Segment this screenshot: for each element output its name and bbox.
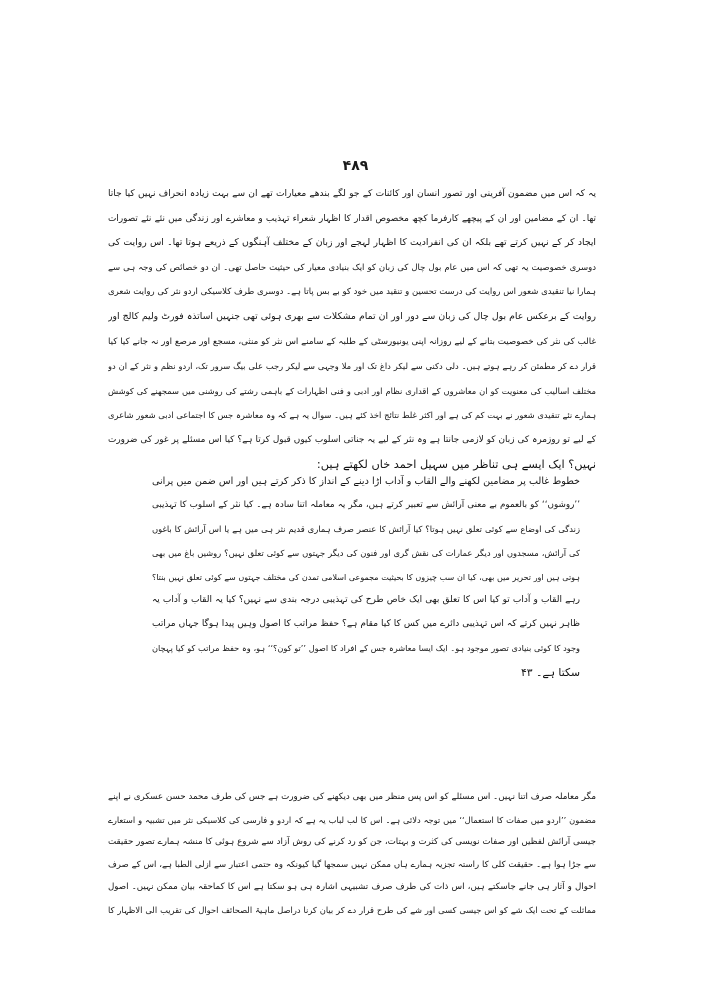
text-line: تھا۔ ان کے مضامین اور ان کے پیچھے کارفرما کچھ مخصوص اقدار کا اظہار شعراء تہذیب و معاشرے اور زندگی میں نئے نئے تصورات: [108, 213, 596, 224]
page-number: ۴۸۹: [342, 158, 369, 174]
quote-line: ہوتی ہیں اور تحریر میں بھی، کیا ان سب چیزوں کا بحیثیت مجموعی اسلامی تمدن کی مختلف جہتوں سے کوئی تعلق نہیں بنتا؟: [152, 572, 580, 582]
text-line: کے لیے تو روزمرہ کی زبان کو لازمی جانتا ہے وہ نثر کے لیے یہ جناتی اسلوب کیوں قبول کرتا ہے؟ کیا اس مسئلے پر غور کی ضرورت: [108, 434, 596, 445]
body-paragraph-2: [108, 786, 596, 922]
body-paragraph-1: [108, 182, 596, 477]
text-line: احوال و آثار ہی جانے جاسکتے ہیں، اس ذات کی طرف صرف تشبیہی اشارہ ہی ہو سکتا ہے اس کا کماحقہ بیان ممکن نہیں۔ اصول: [108, 882, 596, 893]
text-line: سے جڑا ہوا ہے۔ حقیقت کلی کا راستہ تجزیہ ہمارے ہاں ممکن نہیں سمجھا گیا کیونکہ وہ حتمی اعتبار سے ازلی الطبا ہے، اس کے صرف: [108, 859, 596, 870]
quote-line: خطوط غالب پر مضامین لکھنے والے القاب و آداب اڑا دینے کے انداز کا ذکر کرتے ہیں اور اس ضمن میں پرانی: [152, 476, 580, 487]
text-line: روایت کے برعکس عام بول چال کی زبان سے دور اور ان تمام مشکلات سے بھری ہوئی تھی جنہیں اساتذہ فورٹ ولیم کالج اور: [108, 310, 596, 322]
text-line: ایجاد کر کے نہیں کرتے تھے بلکہ ان کی انفرادیت کا اظہار لہجے اور زبان کے مختلف آہنگوں کے ذریعے ہوتا تھا۔ اس روایت کی: [108, 237, 596, 249]
quote-line: زندگی کی اوضاع سے کوئی تعلق نہیں ہوتا؟ کیا آرائش کا عنصر صرف ہماری قدیم نثر ہی میں ہے یا اس آرائش کا باغوں: [152, 523, 580, 534]
text-line: دوسری خصوصیت یہ تھی کہ اس میں عام بول چال کی زبان کو ایک بنیادی معیار کی حیثیت حاصل تھی۔ ان دو خصائص کی وجہ ہی سے: [108, 262, 596, 273]
text-line: مگر معاملہ صرف اتنا نہیں۔ اس مسئلے کو اس پس منظر میں بھی دیکھنے کی ضرورت ہے جس کی طرف محمد حسن عسکری نے اپنے: [108, 792, 596, 802]
text-line: یہ کہ اس میں مضمون آفرینی اور تصور انسان اور کائنات کے جو لگے بندھے معیارات تھے ان سے بہت زیادہ انحراف نہیں کیا جاتا: [108, 189, 596, 199]
text-line: قرار دے کر مطمئن کر رہے ہوتے ہیں۔ دلی دکنی سے لیکر داغ تک اور ملا وجہی سے لیکر رجب علی بیگ سرور تک، اردو نظم و نثر کے ان دو: [108, 361, 596, 372]
text-line: ہمارا نیا تنقیدی شعور اس روایت کی درست تحسین و تنقید میں خود کو بے بس پاتا ہے۔ دوسری طرف کلاسیکی اردو نثر کی روایت شعری: [108, 287, 596, 298]
text-line: غالب کی نثر کی خصوصیت بتانے کے لیے روزانہ اپنی یونیورسٹی کے طلبہ کے سامنے اس نثر کو منثی، مسجع اور مرصع اور نہ جانے کیا کیا: [108, 336, 596, 347]
text-line: ہمارے نئے تنقیدی شعور نے بہت کم کی ہے اور اکثر غلط نتائج اخذ کئے ہیں۔ سوال یہ ہے کہ وہ معاشرہ جس کا اجتماعی ادبی شعور شاعری: [108, 410, 596, 421]
text-line: مضمون ’’اردو میں صفات کا استعمال‘‘ میں توجہ دلائی ہے۔ اس کا لب لباب یہ ہے کہ اردو و فارسی کی کلاسیکی نثر میں تشبیہ و استعارے: [108, 814, 596, 825]
text-line: مختلف اسالیب کی معنویت کو ان معاشروں کے اقداری نظام اور ادبی و فنی اظہارات کے باہمی رشتے کی روشنی میں سمجھنے کی کوشش: [108, 385, 596, 396]
text-line: مماثلت کے تحت ایک شے کو اس جیسی کسی اور شے کی طرح قرار دے کر بیان کرنا دراصل ماہیۃ الصحائف احوال کی تقریب الی الاظہار کا: [108, 904, 596, 915]
block-quote: [152, 470, 580, 685]
quote-line: ’’روشوں‘‘ کو بالعموم بے معنی آرائش سے تعبیر کرتے ہیں، مگر یہ معاملہ اتنا سادہ ہے۔ کیا نثر کے اسلوب کا تہذیبی: [152, 499, 580, 510]
text-line: نہیں؟ ایک ایسے ہی تناظر میں سہیل احمد خاں لکھتے ہیں:: [316, 457, 596, 471]
quote-line: رہے القاب و آداب تو کیا اس کا تعلق بھی ایک خاص طرح کی تہذیبی درجہ بندی سے نہیں؟ کیا یہ القاب و آداب یہ: [152, 595, 580, 606]
quote-line: ظاہر نہیں کرتے کہ اس تہذیبی دائرے میں کس کا کیا مقام ہے؟ حفظ مراتب کا اصول وہیں پیدا ہوگا جہاں مراتب: [152, 619, 580, 630]
quote-line: سکتا ہے۔ ۴۳: [520, 666, 580, 680]
quote-line: وجود کا کوئی بنیادی تصور موجود ہو۔ ایک ایسا معاشرہ جس کے افراد کا اصول ’’تو کون؟‘‘ ہو، وہ حفظ مراتب کو کیا پہچان: [152, 643, 580, 654]
text-line: جیسی آرائش لفظیں اور صفات نویسی کی کثرت و بہتات، جن کو رد کرنے کی روش آزاد سے شروع ہوئی کا منشہ ہمارے تصور حقیقت: [108, 837, 596, 848]
quote-line: کی آرائش، مسجدوں اور دیگر عمارات کی نقش گری اور فنون کی دیگر جہتوں سے کوئی تعلق نہیں؟ روشیں باغ میں بھی: [152, 547, 580, 558]
